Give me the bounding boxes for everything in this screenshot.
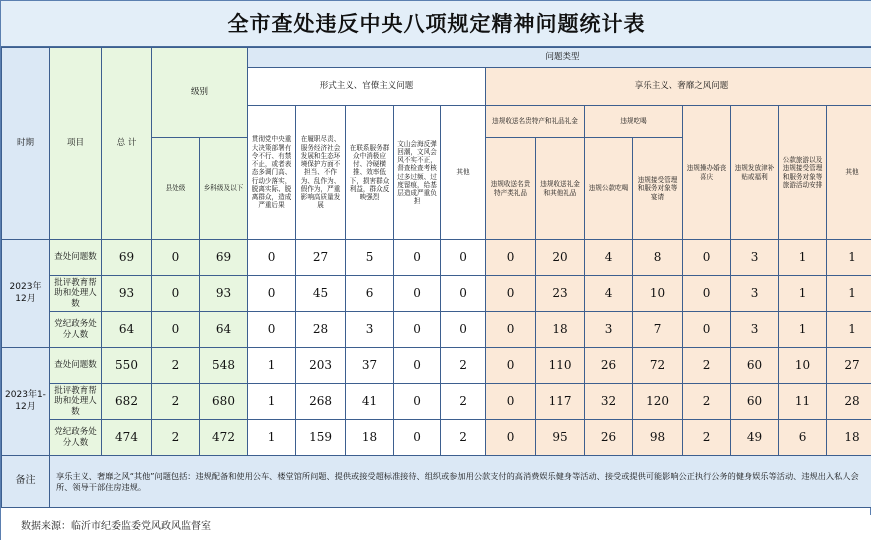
cell-f2: 45 xyxy=(296,276,346,312)
table-row xyxy=(2,384,871,420)
header-formalism-col-3: 在联系服务群众中消极应付、冷硬横推、效率低下，损害群众利益，群众反映强烈 xyxy=(346,106,394,240)
cell-h3: 4 xyxy=(585,276,633,312)
cell-h4: 7 xyxy=(633,312,683,348)
cell-h4: 8 xyxy=(633,240,683,276)
cell-f5: 2 xyxy=(441,420,486,456)
cell-f4: 0 xyxy=(394,348,441,384)
cell-county: 0 xyxy=(152,312,200,348)
cell-h5: 2 xyxy=(683,384,731,420)
cell-f4: 0 xyxy=(394,420,441,456)
cell-h6: 3 xyxy=(731,276,779,312)
header-level-township: 乡科级及以下 xyxy=(200,138,248,240)
cell-h1: 0 xyxy=(486,312,536,348)
cell-h1: 0 xyxy=(486,348,536,384)
cell-h6: 60 xyxy=(731,384,779,420)
cell-f5: 0 xyxy=(441,276,486,312)
cell-h4: 10 xyxy=(633,276,683,312)
cell-f3: 5 xyxy=(346,240,394,276)
cell-h7: 6 xyxy=(779,420,827,456)
cell-county: 0 xyxy=(152,276,200,312)
cell-county: 2 xyxy=(152,384,200,420)
cell-f2: 268 xyxy=(296,384,346,420)
cell-f2: 27 xyxy=(296,240,346,276)
cell-f4: 0 xyxy=(394,240,441,276)
cell-h6: 3 xyxy=(731,240,779,276)
row-item-label: 查处问题数 xyxy=(50,348,102,384)
header-hedonism-travel: 公款旅游以及违规接受管理和服务对象等旅游活动安排 xyxy=(779,106,827,240)
cell-f3: 6 xyxy=(346,276,394,312)
cell-total: 682 xyxy=(102,384,152,420)
header-level: 级别 xyxy=(152,48,248,138)
cell-h3: 32 xyxy=(585,384,633,420)
cell-f1: 1 xyxy=(248,384,296,420)
header-level-county: 县处级 xyxy=(152,138,200,240)
header-formalism-group: 形式主义、官僚主义问题 xyxy=(248,68,486,106)
cell-total: 93 xyxy=(102,276,152,312)
header-dining-public: 违规公款吃喝 xyxy=(585,138,633,240)
cell-f3: 18 xyxy=(346,420,394,456)
header-hedonism-wedding: 违规操办婚丧喜庆 xyxy=(683,106,731,240)
cell-township: 93 xyxy=(200,276,248,312)
cell-h5: 0 xyxy=(683,312,731,348)
header-problem-type: 问题类型 xyxy=(248,48,871,68)
cell-h1: 0 xyxy=(486,276,536,312)
cell-h3: 26 xyxy=(585,420,633,456)
cell-f5: 0 xyxy=(441,240,486,276)
cell-county: 0 xyxy=(152,240,200,276)
cell-h1: 0 xyxy=(486,384,536,420)
cell-h2: 18 xyxy=(536,312,585,348)
cell-f1: 0 xyxy=(248,312,296,348)
header-hedonism-other: 其他 xyxy=(827,106,871,240)
cell-f4: 0 xyxy=(394,312,441,348)
cell-township: 680 xyxy=(200,384,248,420)
cell-h8: 28 xyxy=(827,384,871,420)
cell-h8: 27 xyxy=(827,348,871,384)
statistics-table xyxy=(1,47,871,508)
cell-f1: 0 xyxy=(248,240,296,276)
cell-h3: 4 xyxy=(585,240,633,276)
header-period: 时期 xyxy=(2,48,50,240)
cell-h2: 117 xyxy=(536,384,585,420)
cell-h8: 1 xyxy=(827,276,871,312)
header-formalism-col-5: 其他 xyxy=(441,106,486,240)
header-hedonism-subsidy: 违规发放津补贴或福利 xyxy=(731,106,779,240)
cell-county: 2 xyxy=(152,348,200,384)
table-row xyxy=(2,348,871,384)
cell-h4: 120 xyxy=(633,384,683,420)
cell-h4: 98 xyxy=(633,420,683,456)
cell-h8: 18 xyxy=(827,420,871,456)
cell-total: 474 xyxy=(102,420,152,456)
cell-h7: 1 xyxy=(779,240,827,276)
cell-township: 64 xyxy=(200,312,248,348)
header-formalism-col-4: 文山会海反弹回潮，文风会风不实不正，督查检查考核过多过频、过度留痕，给基层造成严重负担 xyxy=(394,106,441,240)
header-dining-banquet: 违规接受管理和服务对象等宴请 xyxy=(633,138,683,240)
row-item-label: 查处问题数 xyxy=(50,240,102,276)
cell-f1: 0 xyxy=(248,276,296,312)
header-hedonism-group: 享乐主义、奢靡之风问题 xyxy=(486,68,871,106)
period-label: 2023年12月 xyxy=(2,240,50,348)
cell-h6: 3 xyxy=(731,312,779,348)
cell-township: 472 xyxy=(200,420,248,456)
cell-h3: 26 xyxy=(585,348,633,384)
table-row xyxy=(2,312,871,348)
cell-h7: 1 xyxy=(779,276,827,312)
cell-h7: 11 xyxy=(779,384,827,420)
cell-f4: 0 xyxy=(394,276,441,312)
cell-h5: 0 xyxy=(683,240,731,276)
row-item-label: 批评教育帮助和处理人数 xyxy=(50,384,102,420)
header-formalism-col-2: 在履职尽责、服务经济社会发展和生态环境保护方面不担当、不作为、乱作为、假作为，严重影响高质量发展 xyxy=(296,106,346,240)
cell-h5: 0 xyxy=(683,276,731,312)
cell-f2: 28 xyxy=(296,312,346,348)
cell-f5: 0 xyxy=(441,312,486,348)
cell-h3: 3 xyxy=(585,312,633,348)
cell-h1: 0 xyxy=(486,420,536,456)
cell-h7: 1 xyxy=(779,312,827,348)
cell-township: 69 xyxy=(200,240,248,276)
header-gift-cash: 违规收送礼金和其他礼品 xyxy=(536,138,585,240)
cell-h8: 1 xyxy=(827,312,871,348)
table-row xyxy=(2,420,871,456)
cell-f1: 1 xyxy=(248,348,296,384)
period-label: 2023年1-12月 xyxy=(2,348,50,456)
cell-f1: 1 xyxy=(248,420,296,456)
cell-h2: 95 xyxy=(536,420,585,456)
header-gift-specialty: 违规收送名贵特产类礼品 xyxy=(486,138,536,240)
cell-h4: 72 xyxy=(633,348,683,384)
cell-h2: 23 xyxy=(536,276,585,312)
cell-f4: 0 xyxy=(394,384,441,420)
cell-h5: 2 xyxy=(683,420,731,456)
cell-total: 69 xyxy=(102,240,152,276)
cell-f3: 37 xyxy=(346,348,394,384)
cell-h6: 49 xyxy=(731,420,779,456)
cell-h2: 20 xyxy=(536,240,585,276)
header-item: 项目 xyxy=(50,48,102,240)
cell-h5: 2 xyxy=(683,348,731,384)
cell-h2: 110 xyxy=(536,348,585,384)
cell-f3: 3 xyxy=(346,312,394,348)
cell-county: 2 xyxy=(152,420,200,456)
cell-f5: 2 xyxy=(441,384,486,420)
header-total: 总 计 xyxy=(102,48,152,240)
cell-f2: 203 xyxy=(296,348,346,384)
cell-h1: 0 xyxy=(486,240,536,276)
page-title: 全市查处违反中央八项规定精神问题统计表 xyxy=(1,1,871,47)
table-row xyxy=(2,276,871,312)
row-item-label: 党纪政务处分人数 xyxy=(50,420,102,456)
cell-h8: 1 xyxy=(827,240,871,276)
header-dining-group: 违规吃喝 xyxy=(585,106,683,138)
cell-township: 548 xyxy=(200,348,248,384)
row-item-label: 批评教育帮助和处理人数 xyxy=(50,276,102,312)
cell-f5: 2 xyxy=(441,348,486,384)
data-source: 数据来源：临沂市纪委监委党风政风监督室 xyxy=(1,515,871,540)
header-formalism-col-1: 贯彻党中央重大决策部署有令不行、有禁不止，或者表态多调门高、行动少落实，脱离实际、脱离群众，造成严重后果 xyxy=(248,106,296,240)
cell-total: 550 xyxy=(102,348,152,384)
cell-h7: 10 xyxy=(779,348,827,384)
cell-h6: 60 xyxy=(731,348,779,384)
row-item-label: 党纪政务处分人数 xyxy=(50,312,102,348)
cell-f3: 41 xyxy=(346,384,394,420)
cell-total: 64 xyxy=(102,312,152,348)
note-text: 享乐主义、奢靡之风“其他”问题包括：违规配备和使用公车、楼堂馆所问题、提供或接受超标准接待、组织或参加用公款支付的高消费娱乐健身等活动、接受或提供可能影响公正执行公务的健身娱乐等活动、违规出入私人会所、领导干部住房违规。 xyxy=(50,456,871,508)
note-label: 备注 xyxy=(2,456,50,508)
cell-f2: 159 xyxy=(296,420,346,456)
table-row xyxy=(2,240,871,276)
header-gift-group: 违规收送名贵特产和礼品礼金 xyxy=(486,106,585,138)
